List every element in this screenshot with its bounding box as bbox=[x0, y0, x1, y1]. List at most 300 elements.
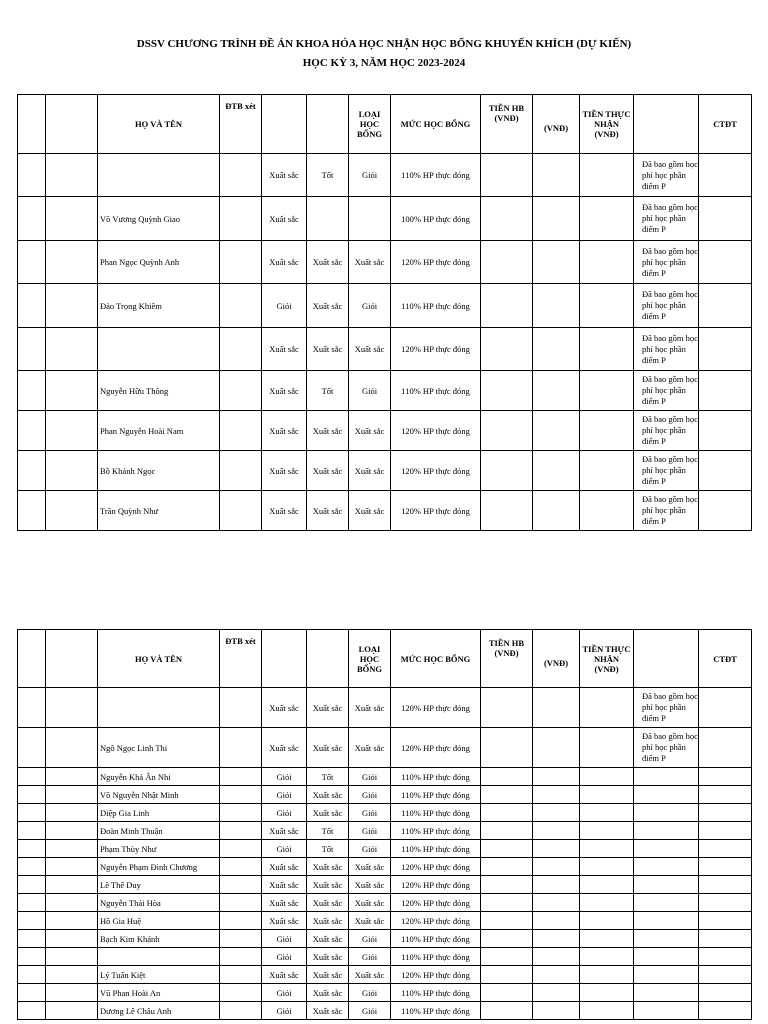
student-name: Phan Ngọc Quỳnh Anh bbox=[98, 241, 220, 284]
cell-rating-1: Giỏi bbox=[262, 930, 307, 948]
cell-empty bbox=[46, 728, 98, 768]
header-tien-thuc: TIỀN THỰC NHẬN (VNĐ) bbox=[580, 95, 634, 154]
cell-rating-2: Xuất sắc bbox=[307, 804, 349, 822]
cell-tien-hb bbox=[481, 858, 533, 876]
cell-rating-3: Giỏi bbox=[349, 786, 391, 804]
student-name bbox=[98, 328, 220, 371]
cell-vnd bbox=[533, 930, 580, 948]
table-row bbox=[18, 804, 752, 822]
table-row bbox=[18, 912, 752, 930]
cell-rating-2: Tốt bbox=[307, 371, 349, 411]
cell-note bbox=[634, 804, 699, 822]
cell-ctdt bbox=[699, 822, 752, 840]
cell-scholarship-level: 110% HP thực đóng bbox=[391, 786, 481, 804]
cell-dtb bbox=[220, 328, 262, 371]
cell-tien-hb bbox=[481, 984, 533, 1002]
cell-dtb bbox=[220, 728, 262, 768]
cell-empty bbox=[46, 948, 98, 966]
cell-ctdt bbox=[699, 328, 752, 371]
table-row bbox=[18, 371, 752, 411]
cell-tien-hb bbox=[481, 894, 533, 912]
cell-ctdt bbox=[699, 804, 752, 822]
cell-vnd bbox=[533, 284, 580, 328]
cell-ctdt bbox=[699, 284, 752, 328]
cell-tien-thuc bbox=[580, 804, 634, 822]
student-name: Đào Trọng Khiêm bbox=[98, 284, 220, 328]
cell-scholarship-level: 110% HP thực đóng bbox=[391, 284, 481, 328]
cell-scholarship-level: 120% HP thực đóng bbox=[391, 728, 481, 768]
cell-tien-thuc bbox=[580, 984, 634, 1002]
cell-empty bbox=[46, 822, 98, 840]
cell-dtb bbox=[220, 411, 262, 451]
cell-scholarship-level: 110% HP thực đóng bbox=[391, 840, 481, 858]
cell-ctdt bbox=[699, 241, 752, 284]
student-name: Bạch Kim Khánh bbox=[98, 930, 220, 948]
cell-rating-2: Xuất sắc bbox=[307, 728, 349, 768]
cell-tien-hb bbox=[481, 154, 533, 197]
cell-tien-hb bbox=[481, 328, 533, 371]
cell-dtb bbox=[220, 154, 262, 197]
header-empty bbox=[46, 95, 98, 154]
cell-rating-1: Xuất sắc bbox=[262, 688, 307, 728]
cell-rating-2: Xuất sắc bbox=[307, 984, 349, 1002]
cell-rating-3: Giỏi bbox=[349, 284, 391, 328]
cell-tien-hb bbox=[481, 411, 533, 451]
table-row bbox=[18, 284, 752, 328]
cell-note: Đã bao gồm học phí học phần điểm P bbox=[634, 451, 699, 491]
cell-scholarship-level: 120% HP thực đóng bbox=[391, 966, 481, 984]
cell-empty bbox=[46, 984, 98, 1002]
cell-note bbox=[634, 948, 699, 966]
student-name: Trần Quỳnh Như bbox=[98, 491, 220, 531]
cell-vnd bbox=[533, 197, 580, 241]
cell-tien-hb bbox=[481, 768, 533, 786]
header-vnd: (VNĐ) bbox=[533, 630, 580, 688]
cell-rating-1: Xuất sắc bbox=[262, 894, 307, 912]
cell-vnd bbox=[533, 328, 580, 371]
cell-rating-3: Giỏi bbox=[349, 930, 391, 948]
cell-rating-1: Giỏi bbox=[262, 768, 307, 786]
cell-empty bbox=[18, 1002, 46, 1020]
cell-rating-2: Xuất sắc bbox=[307, 491, 349, 531]
cell-ctdt bbox=[699, 371, 752, 411]
cell-rating-3: Xuất sắc bbox=[349, 912, 391, 930]
cell-dtb bbox=[220, 688, 262, 728]
cell-tien-thuc bbox=[580, 411, 634, 451]
cell-tien-thuc bbox=[580, 241, 634, 284]
table-row bbox=[18, 1002, 752, 1020]
cell-vnd bbox=[533, 728, 580, 768]
table-row bbox=[18, 197, 752, 241]
cell-rating-3: Xuất sắc bbox=[349, 328, 391, 371]
header-tien-hb: TIỀN HB (VNĐ) bbox=[481, 95, 533, 154]
cell-tien-thuc bbox=[580, 876, 634, 894]
cell-tien-thuc bbox=[580, 154, 634, 197]
student-name: Nguyễn Thái Hòa bbox=[98, 894, 220, 912]
cell-dtb bbox=[220, 804, 262, 822]
cell-dtb bbox=[220, 948, 262, 966]
cell-empty bbox=[18, 688, 46, 728]
cell-empty bbox=[18, 804, 46, 822]
cell-rating-3: Xuất sắc bbox=[349, 728, 391, 768]
cell-vnd bbox=[533, 411, 580, 451]
cell-empty bbox=[46, 197, 98, 241]
cell-note: Đã bao gồm học phí học phần điểm P bbox=[634, 728, 699, 768]
cell-rating-1: Xuất sắc bbox=[262, 491, 307, 531]
cell-tien-hb bbox=[481, 840, 533, 858]
cell-rating-1: Xuất sắc bbox=[262, 411, 307, 451]
student-name bbox=[98, 688, 220, 728]
cell-empty bbox=[18, 328, 46, 371]
cell-rating-2: Xuất sắc bbox=[307, 241, 349, 284]
cell-rating-3: Giỏi bbox=[349, 804, 391, 822]
cell-rating-2: Tốt bbox=[307, 840, 349, 858]
header-loai: LOẠI HỌC BỔNG bbox=[349, 630, 391, 688]
cell-vnd bbox=[533, 948, 580, 966]
table-row bbox=[18, 948, 752, 966]
cell-rating-1: Xuất sắc bbox=[262, 197, 307, 241]
cell-dtb bbox=[220, 451, 262, 491]
cell-empty bbox=[46, 768, 98, 786]
cell-tien-hb bbox=[481, 786, 533, 804]
header-dtb: ĐTB xét bbox=[220, 95, 262, 154]
cell-rating-3: Xuất sắc bbox=[349, 858, 391, 876]
cell-empty bbox=[18, 984, 46, 1002]
cell-empty bbox=[18, 822, 46, 840]
cell-rating-3: Giỏi bbox=[349, 154, 391, 197]
cell-empty bbox=[46, 966, 98, 984]
cell-empty bbox=[18, 876, 46, 894]
header-dtb: ĐTB xét bbox=[220, 630, 262, 688]
cell-dtb bbox=[220, 930, 262, 948]
cell-vnd bbox=[533, 154, 580, 197]
cell-rating-2: Xuất sắc bbox=[307, 948, 349, 966]
cell-tien-thuc bbox=[580, 1002, 634, 1020]
cell-dtb bbox=[220, 966, 262, 984]
student-name: Nguyễn Hữu Thông bbox=[98, 371, 220, 411]
cell-empty bbox=[18, 894, 46, 912]
cell-empty bbox=[18, 197, 46, 241]
cell-note bbox=[634, 768, 699, 786]
cell-dtb bbox=[220, 241, 262, 284]
table-row bbox=[18, 154, 752, 197]
student-name: Võ Vương Quỳnh Giao bbox=[98, 197, 220, 241]
cell-dtb bbox=[220, 858, 262, 876]
cell-empty bbox=[18, 241, 46, 284]
cell-rating-1: Xuất sắc bbox=[262, 328, 307, 371]
cell-empty bbox=[46, 411, 98, 451]
document-subtitle: HỌC KỲ 3, NĂM HỌC 2023-2024 bbox=[302, 57, 466, 69]
cell-ctdt bbox=[699, 768, 752, 786]
student-name: Bồ Khánh Ngọc bbox=[98, 451, 220, 491]
table-row bbox=[18, 728, 752, 768]
cell-rating-1: Xuất sắc bbox=[262, 154, 307, 197]
header-empty bbox=[18, 95, 46, 154]
cell-tien-thuc bbox=[580, 491, 634, 531]
header-name: HỌ VÀ TÊN bbox=[98, 95, 220, 154]
student-name: Đoàn Minh Thuận bbox=[98, 822, 220, 840]
table-header-row bbox=[18, 630, 752, 688]
cell-tien-thuc bbox=[580, 786, 634, 804]
cell-rating-2: Xuất sắc bbox=[307, 858, 349, 876]
cell-rating-1: Xuất sắc bbox=[262, 822, 307, 840]
student-name: Hồ Gia Huệ bbox=[98, 912, 220, 930]
cell-empty bbox=[18, 491, 46, 531]
table-row bbox=[18, 894, 752, 912]
cell-note bbox=[634, 912, 699, 930]
cell-rating-1: Giỏi bbox=[262, 786, 307, 804]
cell-empty bbox=[18, 786, 46, 804]
cell-tien-thuc bbox=[580, 840, 634, 858]
cell-empty bbox=[46, 930, 98, 948]
cell-scholarship-level: 120% HP thực đóng bbox=[391, 876, 481, 894]
cell-scholarship-level: 120% HP thực đóng bbox=[391, 894, 481, 912]
cell-tien-hb bbox=[481, 966, 533, 984]
cell-rating-1: Xuất sắc bbox=[262, 966, 307, 984]
cell-tien-hb bbox=[481, 491, 533, 531]
cell-tien-thuc bbox=[580, 858, 634, 876]
header-tien-hb: TIỀN HB (VNĐ) bbox=[481, 630, 533, 688]
cell-rating-3: Xuất sắc bbox=[349, 894, 391, 912]
cell-vnd bbox=[533, 241, 580, 284]
cell-ctdt bbox=[699, 876, 752, 894]
table-row bbox=[18, 822, 752, 840]
cell-ctdt bbox=[699, 912, 752, 930]
table-row bbox=[18, 411, 752, 451]
cell-tien-hb bbox=[481, 688, 533, 728]
cell-rating-1: Xuất sắc bbox=[262, 728, 307, 768]
cell-rating-2: Xuất sắc bbox=[307, 1002, 349, 1020]
cell-tien-thuc bbox=[580, 197, 634, 241]
cell-ctdt bbox=[699, 197, 752, 241]
cell-rating-3: Xuất sắc bbox=[349, 451, 391, 491]
cell-vnd bbox=[533, 688, 580, 728]
cell-tien-thuc bbox=[580, 451, 634, 491]
cell-vnd bbox=[533, 840, 580, 858]
cell-scholarship-level: 120% HP thực đóng bbox=[391, 411, 481, 451]
cell-empty bbox=[46, 894, 98, 912]
cell-scholarship-level: 110% HP thực đóng bbox=[391, 371, 481, 411]
cell-empty bbox=[18, 930, 46, 948]
cell-rating-3 bbox=[349, 197, 391, 241]
cell-empty bbox=[18, 451, 46, 491]
cell-rating-1: Xuất sắc bbox=[262, 876, 307, 894]
cell-dtb bbox=[220, 876, 262, 894]
cell-rating-1: Giỏi bbox=[262, 984, 307, 1002]
cell-note bbox=[634, 984, 699, 1002]
cell-tien-hb bbox=[481, 197, 533, 241]
cell-empty bbox=[18, 912, 46, 930]
cell-vnd bbox=[533, 966, 580, 984]
student-name: Nguyễn Phạm Đình Chương bbox=[98, 858, 220, 876]
table-row bbox=[18, 768, 752, 786]
cell-note bbox=[634, 840, 699, 858]
cell-ctdt bbox=[699, 858, 752, 876]
cell-tien-hb bbox=[481, 912, 533, 930]
cell-rating-1: Giỏi bbox=[262, 1002, 307, 1020]
cell-tien-hb bbox=[481, 930, 533, 948]
cell-rating-2: Xuất sắc bbox=[307, 894, 349, 912]
table-row bbox=[18, 451, 752, 491]
table-row bbox=[18, 241, 752, 284]
student-name: Phan Nguyễn Hoài Nam bbox=[98, 411, 220, 451]
header-empty bbox=[634, 95, 699, 154]
cell-vnd bbox=[533, 491, 580, 531]
student-name: Lê Thế Duy bbox=[98, 876, 220, 894]
table-row bbox=[18, 491, 752, 531]
cell-scholarship-level: 120% HP thực đóng bbox=[391, 858, 481, 876]
cell-rating-2: Xuất sắc bbox=[307, 912, 349, 930]
cell-note: Đã bao gồm học phí học phần điểm P bbox=[634, 371, 699, 411]
cell-rating-3: Xuất sắc bbox=[349, 688, 391, 728]
cell-empty bbox=[18, 948, 46, 966]
header-empty bbox=[307, 95, 349, 154]
cell-note: Đã bao gồm học phí học phần điểm P bbox=[634, 154, 699, 197]
cell-ctdt bbox=[699, 894, 752, 912]
cell-scholarship-level: 110% HP thực đóng bbox=[391, 930, 481, 948]
cell-ctdt bbox=[699, 688, 752, 728]
cell-dtb bbox=[220, 786, 262, 804]
cell-rating-2: Xuất sắc bbox=[307, 876, 349, 894]
student-name bbox=[98, 948, 220, 966]
student-name: Nguyễn Khả Ân Nhi bbox=[98, 768, 220, 786]
cell-tien-thuc bbox=[580, 822, 634, 840]
cell-rating-3: Giỏi bbox=[349, 840, 391, 858]
table-row bbox=[18, 984, 752, 1002]
cell-tien-thuc bbox=[580, 371, 634, 411]
cell-scholarship-level: 120% HP thực đóng bbox=[391, 451, 481, 491]
scholarship-table-1 bbox=[17, 94, 752, 531]
cell-empty bbox=[46, 371, 98, 411]
header-loai: LOẠI HỌC BỔNG bbox=[349, 95, 391, 154]
cell-scholarship-level: 110% HP thực đóng bbox=[391, 984, 481, 1002]
cell-rating-1: Xuất sắc bbox=[262, 451, 307, 491]
cell-rating-1: Giỏi bbox=[262, 948, 307, 966]
cell-note bbox=[634, 858, 699, 876]
cell-rating-1: Giỏi bbox=[262, 840, 307, 858]
cell-vnd bbox=[533, 876, 580, 894]
cell-scholarship-level: 100% HP thực đóng bbox=[391, 197, 481, 241]
header-muc: MỨC HỌC BỔNG bbox=[391, 95, 481, 154]
cell-ctdt bbox=[699, 1002, 752, 1020]
cell-dtb bbox=[220, 1002, 262, 1020]
cell-scholarship-level: 120% HP thực đóng bbox=[391, 688, 481, 728]
cell-rating-3: Xuất sắc bbox=[349, 491, 391, 531]
cell-tien-thuc bbox=[580, 966, 634, 984]
cell-note bbox=[634, 822, 699, 840]
cell-rating-3: Xuất sắc bbox=[349, 876, 391, 894]
table-row bbox=[18, 840, 752, 858]
cell-note: Đã bao gồm học phí học phần điểm P bbox=[634, 411, 699, 451]
cell-empty bbox=[18, 858, 46, 876]
cell-note: Đã bao gồm học phí học phần điểm P bbox=[634, 197, 699, 241]
cell-tien-thuc bbox=[580, 688, 634, 728]
cell-ctdt bbox=[699, 966, 752, 984]
cell-ctdt bbox=[699, 786, 752, 804]
cell-note: Đã bao gồm học phí học phần điểm P bbox=[634, 241, 699, 284]
cell-rating-1: Xuất sắc bbox=[262, 371, 307, 411]
cell-note bbox=[634, 1002, 699, 1020]
cell-dtb bbox=[220, 984, 262, 1002]
header-muc: MỨC HỌC BỔNG bbox=[391, 630, 481, 688]
cell-empty bbox=[18, 966, 46, 984]
cell-empty bbox=[46, 284, 98, 328]
cell-vnd bbox=[533, 768, 580, 786]
header-empty bbox=[634, 630, 699, 688]
cell-empty bbox=[18, 284, 46, 328]
cell-empty bbox=[46, 876, 98, 894]
cell-empty bbox=[46, 786, 98, 804]
header-empty bbox=[307, 630, 349, 688]
cell-empty bbox=[18, 154, 46, 197]
cell-empty bbox=[18, 768, 46, 786]
table-row bbox=[18, 930, 752, 948]
cell-note: Đã bao gồm học phí học phần điểm P bbox=[634, 688, 699, 728]
cell-vnd bbox=[533, 786, 580, 804]
cell-dtb bbox=[220, 912, 262, 930]
cell-empty bbox=[46, 804, 98, 822]
cell-tien-hb bbox=[481, 241, 533, 284]
cell-empty bbox=[18, 728, 46, 768]
cell-dtb bbox=[220, 371, 262, 411]
cell-tien-thuc bbox=[580, 948, 634, 966]
cell-dtb bbox=[220, 822, 262, 840]
cell-empty bbox=[46, 241, 98, 284]
header-tien-thuc: TIỀN THỰC NHẬN (VNĐ) bbox=[580, 630, 634, 688]
cell-dtb bbox=[220, 768, 262, 786]
cell-ctdt bbox=[699, 411, 752, 451]
student-name: Lý Tuấn Kiệt bbox=[98, 966, 220, 984]
cell-scholarship-level: 110% HP thực đóng bbox=[391, 822, 481, 840]
cell-rating-1: Xuất sắc bbox=[262, 241, 307, 284]
student-name bbox=[98, 154, 220, 197]
cell-tien-hb bbox=[481, 804, 533, 822]
student-name: Diệp Gia Linh bbox=[98, 804, 220, 822]
cell-ctdt bbox=[699, 984, 752, 1002]
cell-rating-2: Tốt bbox=[307, 822, 349, 840]
cell-scholarship-level: 110% HP thực đóng bbox=[391, 804, 481, 822]
cell-scholarship-level: 120% HP thực đóng bbox=[391, 912, 481, 930]
cell-rating-3: Giỏi bbox=[349, 371, 391, 411]
cell-rating-1: Giỏi bbox=[262, 804, 307, 822]
cell-rating-2: Xuất sắc bbox=[307, 930, 349, 948]
cell-rating-2: Xuất sắc bbox=[307, 284, 349, 328]
cell-ctdt bbox=[699, 728, 752, 768]
header-vnd: (VNĐ) bbox=[533, 95, 580, 154]
cell-empty bbox=[18, 411, 46, 451]
cell-ctdt bbox=[699, 451, 752, 491]
cell-scholarship-level: 110% HP thực đóng bbox=[391, 948, 481, 966]
cell-dtb bbox=[220, 491, 262, 531]
cell-tien-thuc bbox=[580, 284, 634, 328]
cell-note bbox=[634, 876, 699, 894]
table-row bbox=[18, 328, 752, 371]
cell-rating-2 bbox=[307, 197, 349, 241]
cell-rating-3: Giỏi bbox=[349, 948, 391, 966]
cell-note bbox=[634, 966, 699, 984]
cell-vnd bbox=[533, 894, 580, 912]
cell-empty bbox=[46, 328, 98, 371]
cell-tien-thuc bbox=[580, 768, 634, 786]
cell-vnd bbox=[533, 804, 580, 822]
cell-rating-2: Xuất sắc bbox=[307, 966, 349, 984]
cell-vnd bbox=[533, 858, 580, 876]
cell-rating-2: Xuất sắc bbox=[307, 786, 349, 804]
cell-tien-thuc bbox=[580, 328, 634, 371]
cell-rating-3: Giỏi bbox=[349, 768, 391, 786]
student-name: Phạm Thùy Như bbox=[98, 840, 220, 858]
cell-vnd bbox=[533, 912, 580, 930]
